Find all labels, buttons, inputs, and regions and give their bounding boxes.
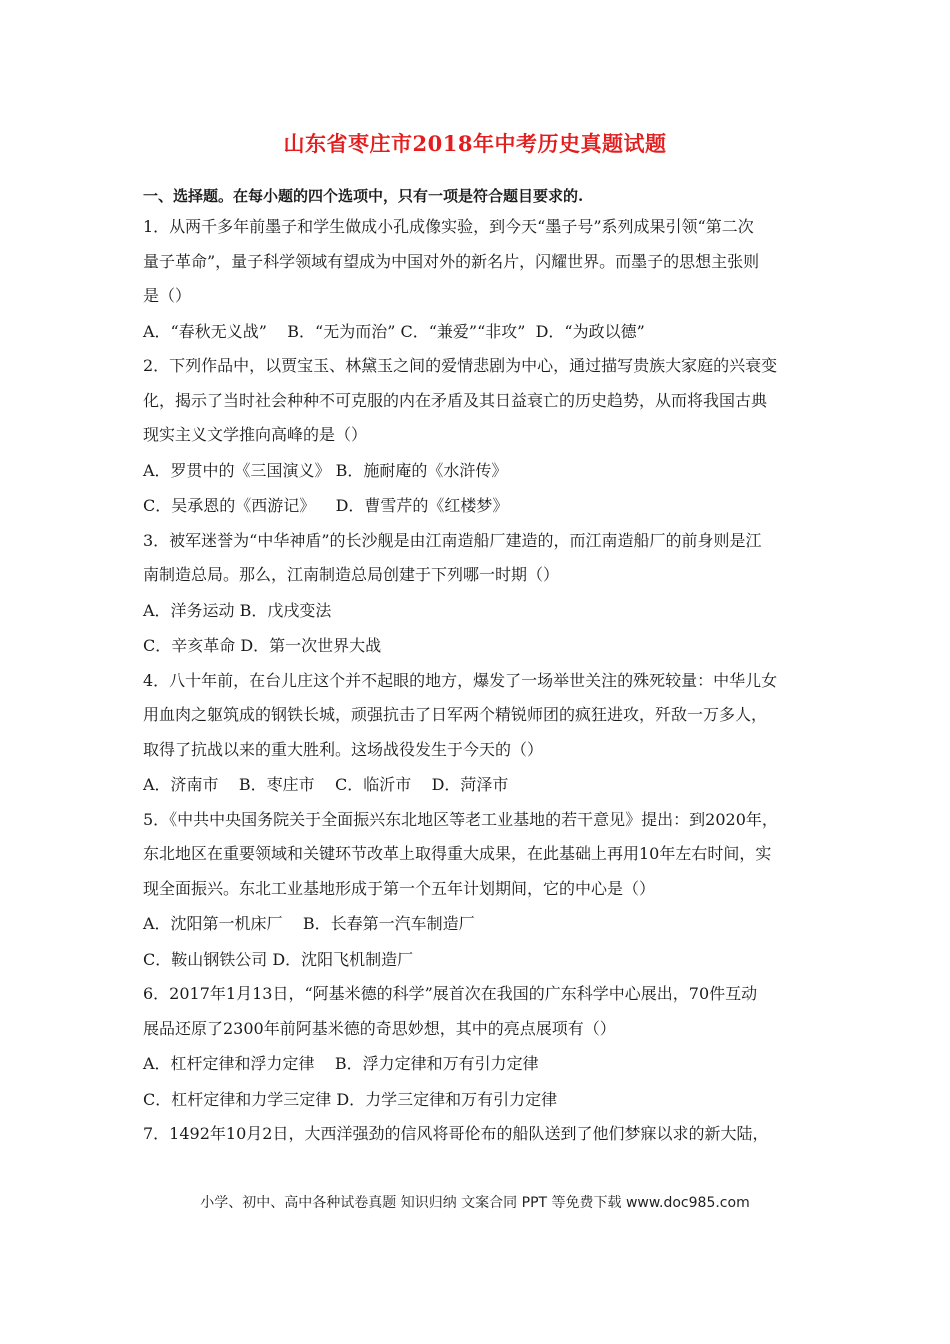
question-3	[143, 524, 823, 664]
question-text-line: 3．被军迷誉为“中华神盾”的长沙舰是由江南造船厂建造的，而江南造船厂的前身则是江	[143, 530, 762, 550]
page-title: 山东省枣庄市2018年中考历史真题试题	[283, 131, 667, 156]
section-heading: 一、选择题。在每小题的四个选项中，只有一项是符合题目要求的.	[143, 187, 584, 205]
question-text-line: 4．八十年前，在台儿庄这个并不起眼的地方，爆发了一场举世关注的殊死较量：中华儿女	[143, 670, 778, 690]
page-footer: 小学、初中、高中各种试卷真题 知识归纳 文案合同 PPT 等免费下载 www.doc985.com	[200, 1195, 750, 1211]
question-list	[143, 210, 823, 1152]
answer-options: C．吴承恩的《西游记》 D．曹雪芹的《红楼梦》	[143, 496, 509, 515]
question-text-line: 展品还原了2300年前阿基米德的奇思妙想，其中的亮点展项有（）	[143, 1018, 616, 1038]
answer-options: A．杠杆定律和浮力定律 B．浮力定律和万有引力定律	[143, 1054, 539, 1073]
answer-options: C．杠杆定律和力学三定律 D．力学三定律和万有引力定律	[143, 1089, 558, 1109]
answer-options: C．辛亥革命 D．第一次世界大战	[143, 636, 382, 655]
answer-options: A．济南市 B．枣庄市 C．临沂市 D．菏泽市	[143, 775, 509, 794]
answer-options: A．沈阳第一机床厂 B．长春第一汽车制造厂	[143, 914, 475, 933]
question-text-line: 1．从两千多年前墨子和学生做成小孔成像实验，到今天“墨子号”系列成果引领“第二次	[143, 217, 754, 236]
question-text-line: 6．2017年1月13日，“阿基米德的科学”展首次在我国的广东科学中心展出，70件互动	[143, 984, 758, 1003]
question-text-line: 现实主义文学推向高峰的是（）	[143, 425, 368, 444]
question-text-line: 7．1492年10月2日，大西洋强劲的信风将哥伦布的船队送到了他们梦寐以求的新大陆，	[143, 1124, 769, 1143]
answer-options: A．洋务运动 B．戊戌变法	[143, 600, 332, 620]
question-5	[143, 803, 823, 978]
question-text-line: 取得了抗战以来的重大胜利。这场战役发生于今天的（）	[143, 739, 544, 759]
answer-options: A．罗贯中的《三国演义》 B．施耐庵的《水浒传》	[143, 460, 508, 480]
question-text-line: 南制造总局。那么，江南制造总局创建于下列哪一时期（）	[143, 565, 560, 584]
question-text-line: 5．《中共中央国务院关于全面振兴东北地区等老工业基地的若干意见》提出：到2020年，	[143, 809, 778, 829]
question-text-line: 2．下列作品中，以贾宝玉、林黛玉之间的爱情悲剧为中心，通过描写贵族大家庭的兴衰变	[143, 356, 778, 375]
answer-options: C．鞍山钢铁公司 D．沈阳飞机制造厂	[143, 949, 414, 969]
question-text-line: 量子革命”，量子科学领域有望成为中国对外的新名片，闪耀世界。而墨子的思想主张则	[143, 251, 760, 271]
question-7	[143, 1117, 823, 1152]
question-text-line: 东北地区在重要领域和关键环节改革上取得重大成果，在此基础上再用10年左右时间，实	[143, 844, 772, 863]
question-1	[143, 210, 823, 349]
question-text-line: 是（）	[143, 286, 192, 305]
question-6	[143, 977, 823, 1117]
question-2	[143, 349, 823, 524]
question-text-line: 化，揭示了当时社会种种不可克服的内在矛盾及其日益衰亡的历史趋势，从而将我国古典	[143, 390, 768, 410]
question-text-line: 现全面振兴。东北工业基地形成于第一个五年计划期间，它的中心是（）	[143, 878, 656, 898]
question-text-line: 用血肉之躯筑成的钢铁长城，顽强抗击了日军两个精锐师团的疯狂进攻，歼敌一万多人，	[143, 705, 768, 724]
answer-options: A．“春秋无义战” B．“无为而治” C．“兼爱”“非攻” D．“为政以德”	[143, 321, 645, 341]
question-4	[143, 664, 823, 803]
